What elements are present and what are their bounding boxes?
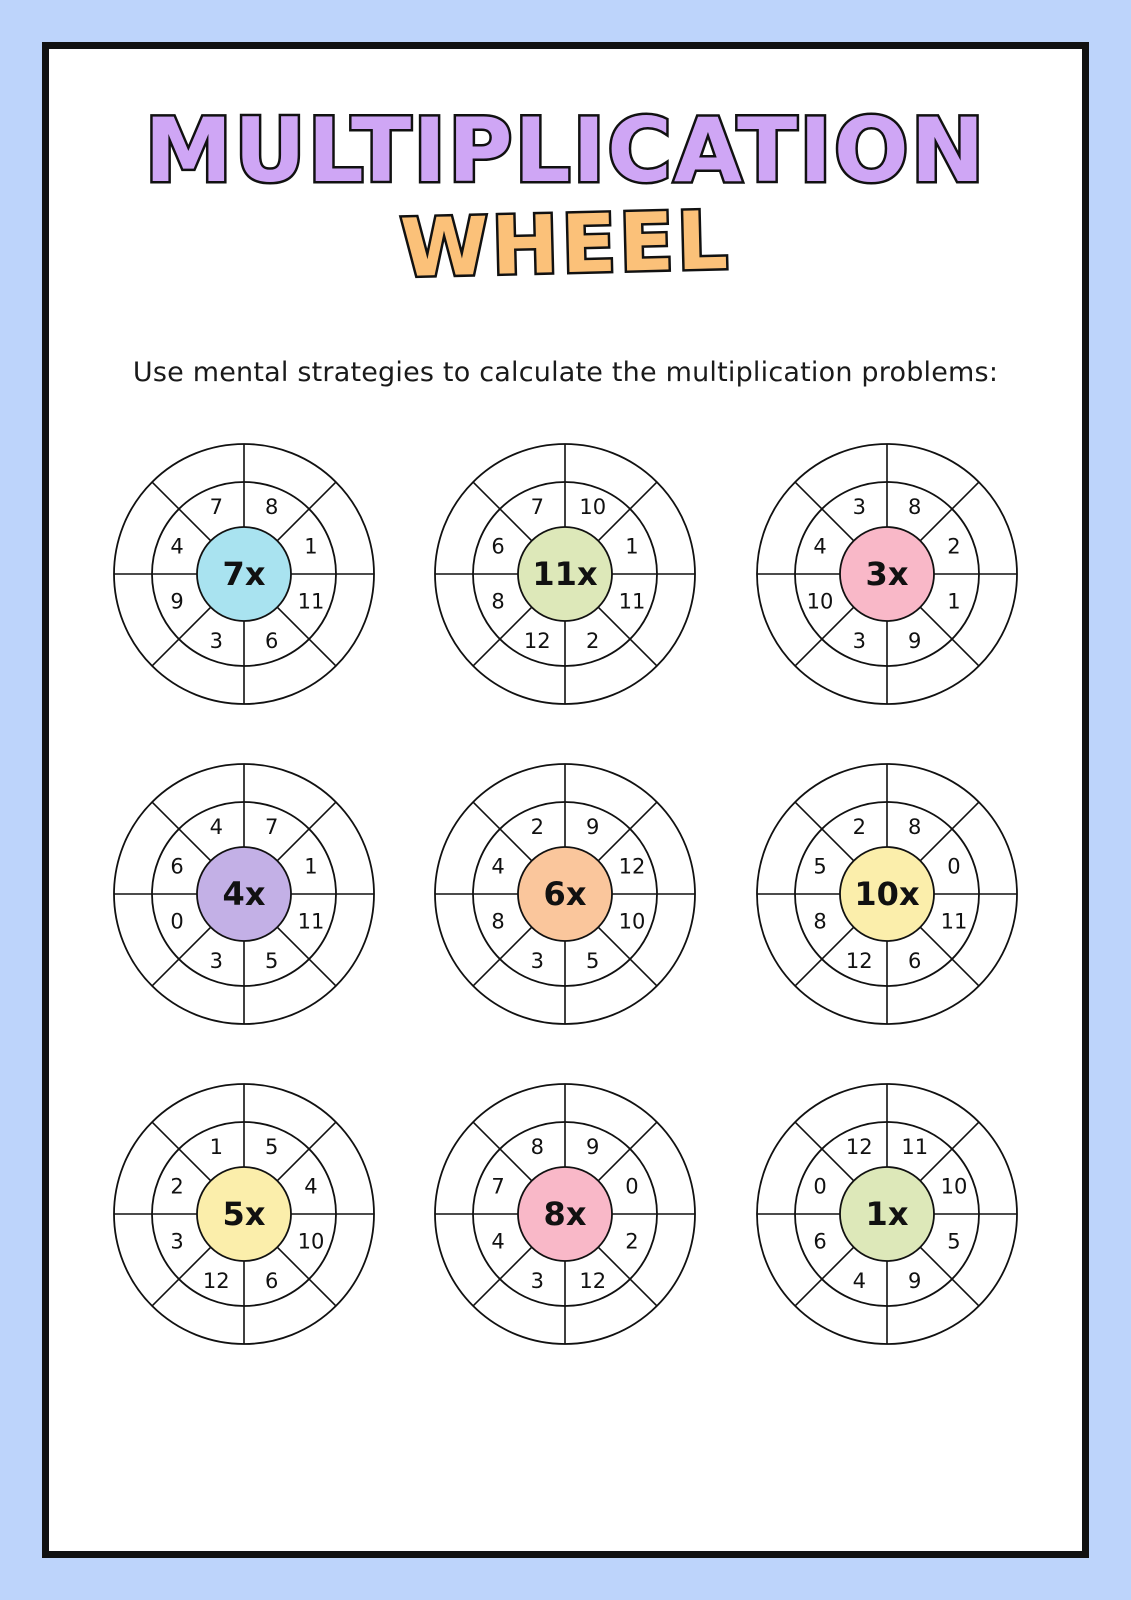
wheel-factor-number: 8 — [264, 495, 279, 520]
wheel-factor-number: 7 — [491, 1174, 506, 1199]
wheel-factor-number: 5 — [947, 1229, 961, 1254]
wheel-factor-number: 10 — [806, 589, 834, 614]
instructions-text: Use mental strategies to calculate the multiplication problems: — [132, 357, 999, 388]
wheel-center-label: 6x — [544, 875, 587, 913]
wheel-factor-number: 8 — [531, 1135, 545, 1160]
worksheet-page — [42, 42, 1089, 1558]
wheel-center-label: 1x — [865, 1195, 909, 1233]
wheel-factor-number: 1 — [209, 1135, 223, 1160]
wheel-factor-number: 12 — [846, 948, 873, 973]
multiplication-wheel[interactable] — [429, 1078, 701, 1350]
wheel-factor-number: 9 — [170, 589, 184, 614]
multiplication-wheel[interactable] — [429, 438, 701, 710]
multiplication-wheel[interactable] — [429, 758, 701, 1030]
wheel-factor-number: 1 — [304, 534, 318, 559]
wheel-factor-number: 5 — [264, 948, 279, 973]
wheel-factor-number: 11 — [940, 909, 968, 934]
wheel-center-label: 4x — [222, 875, 266, 913]
wheel-factor-number: 6 — [908, 948, 922, 973]
wheel-factor-number: 6 — [264, 1268, 279, 1293]
wheel-factor-number: 4 — [852, 1268, 867, 1293]
wheel-factor-number: 1 — [304, 854, 318, 879]
wheel-factor-number: 8 — [908, 815, 922, 840]
title-line-2: WHEEL — [399, 193, 732, 296]
wheel-grid — [49, 438, 1082, 1350]
wheel-factor-number: 4 — [170, 534, 184, 559]
wheel-factor-number: 9 — [908, 628, 922, 653]
multiplication-wheel[interactable] — [108, 758, 380, 1030]
wheel-factor-number: 5 — [264, 1135, 279, 1160]
wheel-factor-number: 8 — [491, 589, 506, 614]
wheel-center-label: 3x — [865, 555, 909, 593]
wheel-factor-number: 2 — [531, 815, 545, 840]
wheel-factor-number: 5 — [813, 854, 827, 879]
wheel-factor-number: 3 — [531, 948, 545, 973]
wheel-factor-number: 2 — [170, 1174, 184, 1199]
wheel-center-label: 10x — [854, 875, 920, 913]
wheel-factor-number: 7 — [264, 815, 279, 840]
wheel-factor-number: 4 — [304, 1174, 318, 1199]
wheel-factor-number: 7 — [531, 495, 545, 520]
wheel-center-label: 11x — [532, 555, 599, 593]
wheel-center-label: 5x — [222, 1195, 266, 1233]
wheel-center-label: 8x — [544, 1195, 587, 1233]
wheel-factor-number: 6 — [170, 854, 184, 879]
wheel-factor-number: 6 — [491, 534, 506, 559]
wheel-factor-number: 4 — [813, 534, 827, 559]
wheel-factor-number: 11 — [297, 589, 325, 614]
wheel-factor-number: 2 — [625, 1229, 640, 1254]
title-line-1: MULTIPLICATION — [144, 99, 987, 202]
wheel-factor-number: 11 — [297, 909, 325, 934]
wheel-factor-number: 12 — [846, 1135, 873, 1160]
wheel-factor-number: 1 — [625, 534, 640, 559]
wheel-factor-number: 10 — [579, 495, 607, 520]
multiplication-wheel[interactable] — [751, 758, 1023, 1030]
wheel-factor-number: 4 — [491, 1229, 506, 1254]
wheel-factor-number: 3 — [209, 628, 223, 653]
wheel-factor-number: 10 — [619, 909, 646, 934]
wheel-factor-number: 8 — [813, 909, 827, 934]
wheel-factor-number: 12 — [524, 628, 552, 653]
wheel-factor-number: 11 — [619, 589, 646, 614]
wheel-factor-number: 10 — [297, 1229, 325, 1254]
wheel-factor-number: 12 — [619, 854, 646, 879]
multiplication-wheel[interactable] — [108, 1078, 380, 1350]
worksheet-title — [49, 99, 1082, 296]
wheel-factor-number: 4 — [491, 854, 506, 879]
wheel-factor-number: 8 — [491, 909, 506, 934]
multiplication-wheel[interactable] — [751, 438, 1023, 710]
wheel-factor-number: 8 — [908, 495, 922, 520]
wheel-factor-number: 5 — [586, 948, 600, 973]
wheel-factor-number: 2 — [947, 534, 961, 559]
wheel-factor-number: 0 — [947, 854, 961, 879]
wheel-factor-number: 9 — [586, 1135, 600, 1160]
wheel-factor-number: 3 — [531, 1268, 545, 1293]
wheel-factor-number: 9 — [908, 1268, 922, 1293]
wheel-factor-number: 2 — [852, 815, 867, 840]
wheel-factor-number: 10 — [940, 1174, 968, 1199]
multiplication-wheel[interactable] — [108, 438, 380, 710]
wheel-center-label: 7x — [222, 555, 266, 593]
wheel-factor-number: 3 — [852, 495, 867, 520]
wheel-factor-number: 11 — [901, 1135, 929, 1160]
wheel-factor-number: 7 — [209, 495, 223, 520]
multiplication-wheel[interactable] — [751, 1078, 1023, 1350]
wheel-factor-number: 1 — [947, 589, 961, 614]
wheel-factor-number: 0 — [170, 909, 184, 934]
wheel-factor-number: 12 — [202, 1268, 230, 1293]
wheel-factor-number: 3 — [209, 948, 223, 973]
wheel-factor-number: 4 — [209, 815, 223, 840]
wheel-factor-number: 0 — [625, 1174, 640, 1199]
wheel-factor-number: 6 — [264, 628, 279, 653]
wheel-factor-number: 3 — [170, 1229, 184, 1254]
wheel-factor-number: 9 — [586, 815, 600, 840]
wheel-factor-number: 2 — [586, 628, 600, 653]
wheel-factor-number: 6 — [813, 1229, 827, 1254]
wheel-factor-number: 3 — [852, 628, 867, 653]
wheel-factor-number: 12 — [579, 1268, 607, 1293]
wheel-factor-number: 0 — [813, 1174, 827, 1199]
